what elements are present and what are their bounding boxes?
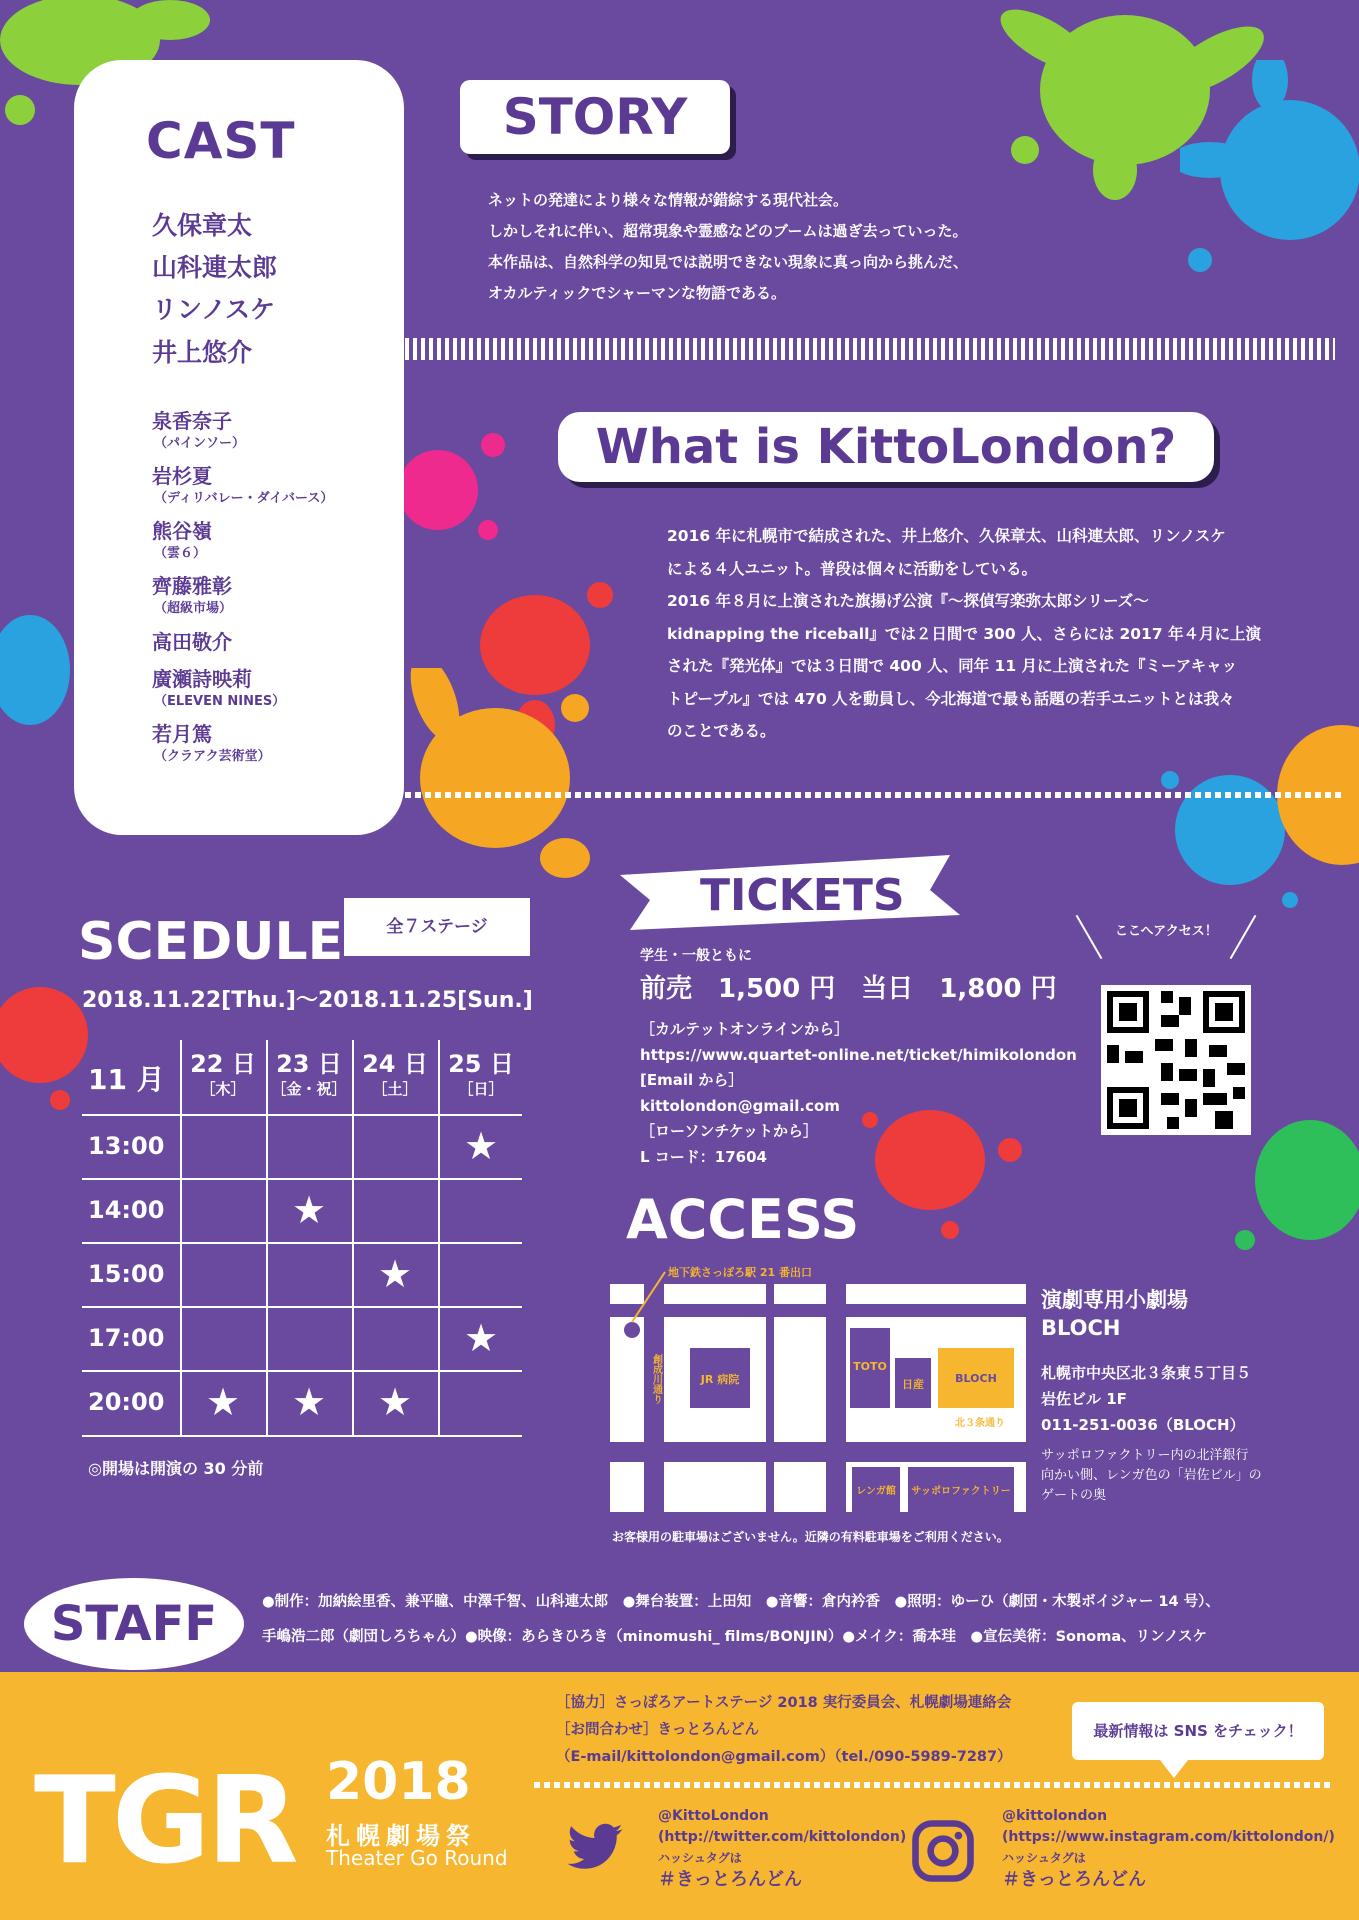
schedule-day: 23 日 [276, 1050, 342, 1078]
instagram-block [1002, 1806, 1335, 1890]
cast-title: CAST [146, 112, 296, 170]
venue-name-line: 演劇専用小劇場 [1041, 1288, 1188, 1312]
story-text [488, 185, 968, 309]
staff-credits: 手嶋浩二郎（劇団しろちゃん）●映像：あらきひろき（minomushi_ films/BONJIN）●メイク：喬本珪 ●宣伝美術：Sonoma、リンノスケ [262, 1629, 1208, 1645]
about-line: kidnapping the riceball』では２日間で 300 人、さらには 2017 年４月に上演 [667, 624, 1262, 643]
about-line: による４人ユニット。普段は個々に活動をしている。 [667, 559, 1037, 578]
contact-email[interactable]: （E-mail/kittolondon@gmail.com）（tel./090-5989-7287） [556, 1749, 1012, 1765]
schedule-weekday: ［金・祝］ [271, 1080, 347, 1098]
tickets-title: TICKETS [700, 870, 905, 921]
contact-line: ［協力］さっぽろアートステージ 2018 実行委員会、札幌劇場連絡会 [556, 1695, 1012, 1711]
ticket-price: 前売 1,500 円 当日 1,800 円 [640, 974, 1057, 1004]
instagram-handle[interactable]: @kittolondon [1002, 1808, 1108, 1824]
ticket-info-line: ［ローソンチケットから］ [640, 1122, 819, 1140]
hashtag-label: ハッシュタグは [1002, 1851, 1086, 1865]
guest-cast-affiliation: （パインソー） [154, 436, 246, 451]
performance-star-icon: ★ [377, 1252, 413, 1296]
ticket-info-line: [Email から］ [640, 1071, 744, 1089]
schedule-day: 25 日 [448, 1050, 514, 1078]
ticket-info-line: ［カルテットオンラインから］ [640, 1020, 850, 1038]
contact-info [556, 1690, 1012, 1771]
schedule-month: 11 月 [88, 1063, 165, 1096]
access-map [610, 1262, 1030, 1512]
guest-cast-name: 高田敬介 [152, 630, 232, 654]
schedule-dates: 2018.11.22[Thu.]～2018.11.25[Sun.] [82, 988, 533, 1013]
venue-directions [1041, 1446, 1262, 1506]
schedule-day: 22 日 [190, 1050, 256, 1078]
qr-label: ここへアクセス！ [1115, 924, 1218, 939]
guest-cast-name: 齊藤雅彰 [152, 574, 232, 598]
story-line: しかしそれに伴い、超常現象や霊感などのブームは過ぎ去っていった。 [488, 222, 968, 240]
qr-code-icon[interactable] [1101, 985, 1251, 1135]
staff-heading: STAFF [24, 1578, 244, 1670]
guest-cast-name: 若月篤 [152, 722, 212, 746]
map-label-exit: 地下鉄さっぽろ駅 21 番出口 [668, 1266, 812, 1279]
about-line: 2016 年に札幌市で結成された、井上悠介、久保章太、山科連太郎、リンノスケ [667, 527, 1226, 545]
main-cast-name: 久保章太 [152, 211, 253, 240]
map-label-jr: JR 病院 [700, 1373, 740, 1386]
instagram-icon[interactable] [910, 1818, 976, 1884]
venue-address-line: 札幌市中央区北３条東５丁目５ [1041, 1364, 1252, 1382]
tickets-banner [620, 845, 960, 935]
access-title: ACCESS [626, 1188, 860, 1251]
story-line: ネットの発達により様々な情報が錯綜する現代社会。 [488, 191, 849, 209]
twitter-handle[interactable]: @KittoLondon [658, 1808, 769, 1824]
guest-cast-name: 岩杉夏 [152, 464, 212, 488]
map-label-renga: レンガ館 [856, 1486, 896, 1497]
ticket-info-email[interactable]: kittolondon@gmail.com [640, 1096, 840, 1115]
instagram-url[interactable]: (https://www.instagram.com/kittolondon/) [1002, 1829, 1335, 1845]
main-cast-name: リンノスケ [152, 295, 276, 324]
contact-line: ［お問合わせ］きっとろんどん [556, 1722, 759, 1738]
main-cast-name: 井上悠介 [152, 338, 253, 367]
tickets-subtitle: 学生・一般ともに [640, 948, 752, 964]
map-label-north3: 北３条通り [955, 1418, 1005, 1429]
schedule-time: 17:00 [88, 1324, 165, 1352]
blue-paint-splat-icon [0, 600, 75, 730]
venue-directions-line: 向かい側、レンガ色の「岩佐ビル」の [1041, 1468, 1262, 1483]
festival-name-en: Theater Go Round [326, 1846, 508, 1870]
blue-paint-splat-icon [1180, 60, 1359, 280]
schedule-day: 24 日 [362, 1050, 428, 1078]
schedule-time: 20:00 [88, 1388, 165, 1416]
venue-phone: 011-251-0036（BLOCH） [1041, 1416, 1245, 1434]
map-label-nissan: 日産 [902, 1378, 924, 1391]
twitter-url[interactable]: (http://twitter.com/kittolondon) [658, 1829, 907, 1845]
festival-year: 2018 [326, 1752, 471, 1812]
performance-star-icon: ★ [205, 1380, 241, 1424]
performance-star-icon: ★ [291, 1188, 327, 1232]
guest-cast-affiliation: （超級市場） [154, 601, 233, 616]
about-line: のことである。 [667, 722, 776, 740]
hashtag-label: ハッシュタグは [658, 1851, 742, 1865]
festival-name-jp: 札幌劇場祭 [326, 1822, 476, 1850]
map-label-sapporo: サッポロファクトリー [911, 1486, 1011, 1497]
schedule-weekday: ［木］ [200, 1080, 246, 1098]
guest-cast-name: 泉香奈子 [152, 409, 232, 433]
performance-star-icon: ★ [377, 1380, 413, 1424]
venue-address [1041, 1360, 1251, 1438]
guest-cast-affiliation: （ELEVEN NINES） [154, 694, 286, 709]
orange-paint-splat-icon [395, 668, 595, 888]
hashtag: ＃きっとろんどん [658, 1869, 802, 1890]
about-text [667, 520, 1287, 748]
performance-star-icon: ★ [291, 1380, 327, 1424]
venue-directions-line: ゲートの奥 [1041, 1488, 1107, 1503]
about-line: トピープル』では 470 人を動員し、今北海道で最も話題の若手ユニットとは我々 [667, 689, 1235, 708]
hashtag: ＃きっとろんどん [1002, 1869, 1146, 1890]
cast-card [74, 60, 404, 835]
venue-directions-line: サッポロファクトリー内の北洋銀行 [1041, 1448, 1249, 1463]
footer-divider [534, 1782, 1334, 1788]
parking-note: お客様用の駐車場はございません。近隣の有料駐車場をご利用ください。 [612, 1530, 1009, 1544]
staff-credits: ●制作：加納絵里香、兼平瞳、中澤千智、山科連太郎 ●舞台装置：上田知 ●音響：倉内衿香 ●照明：ゆーひ（劇団・木製ボイジャー 14 号）、 [262, 1594, 1220, 1610]
stage-count-badge: 全７ステージ [344, 898, 530, 956]
map-label-bloch: BLOCH [955, 1372, 997, 1385]
ticket-info-link[interactable]: https://www.quartet-online.net/ticket/himikolondon [640, 1045, 1077, 1064]
twitter-block [658, 1806, 906, 1890]
guest-cast-name: 廣瀬詩映莉 [152, 667, 252, 691]
ticket-info-line: L コード：17604 [640, 1147, 767, 1166]
performance-star-icon: ★ [463, 1124, 499, 1168]
section-divider [405, 338, 1335, 360]
story-line: 本作品は、自然科学の知見では説明できない現象に真っ向から挑んだ、 [488, 253, 969, 271]
story-heading: STORY [460, 80, 730, 154]
guest-cast-name: 熊谷嶺 [152, 519, 212, 543]
main-cast-name: 山科連太郎 [152, 253, 278, 282]
schedule-weekday: ［日］ [458, 1080, 504, 1098]
story-line: オカルティックでシャーマンな物語である。 [488, 284, 787, 302]
schedule-note: ◎開場は開演の 30 分前 [88, 1459, 264, 1478]
map-label-street: 創成川通り [650, 1354, 662, 1404]
tgr-logo: TGR [34, 1752, 295, 1891]
performance-star-icon: ★ [463, 1316, 499, 1360]
about-heading: What is KittoLondon? [558, 412, 1214, 482]
pink-paint-splat-icon [398, 430, 508, 550]
schedule-title: SCEDULE [78, 912, 344, 972]
map-label-toto: TOTO [853, 1360, 887, 1373]
venue-name-line: BLOCH [1041, 1316, 1121, 1340]
venue-address-line: 岩佐ビル 1F [1041, 1390, 1127, 1408]
twitter-icon[interactable] [560, 1818, 630, 1878]
about-line: された『発光体』では３日間で 400 人、同年 11 月に上演された『ミーアキャッ [667, 657, 1238, 675]
schedule-time: 13:00 [88, 1132, 165, 1160]
about-line: 2016 年８月に上演された旗揚げ公演『～探偵写楽弥太郎シリーズ～ [667, 592, 1149, 610]
schedule-time: 15:00 [88, 1260, 165, 1288]
ticket-info [640, 1017, 1077, 1170]
guest-cast-affiliation: （雲６） [154, 546, 207, 561]
sns-badge: 最新情報は SNS をチェック！ [1072, 1702, 1324, 1760]
venue-name [1041, 1286, 1188, 1342]
guest-cast-affiliation: （クラアク芸術堂） [154, 749, 271, 764]
schedule-weekday: ［土］ [372, 1080, 418, 1098]
section-divider [405, 792, 1345, 798]
guest-cast-affiliation: （ディリバレー・ダイバース） [154, 491, 334, 506]
schedule-table [82, 1040, 522, 1440]
schedule-time: 14:00 [88, 1196, 165, 1224]
